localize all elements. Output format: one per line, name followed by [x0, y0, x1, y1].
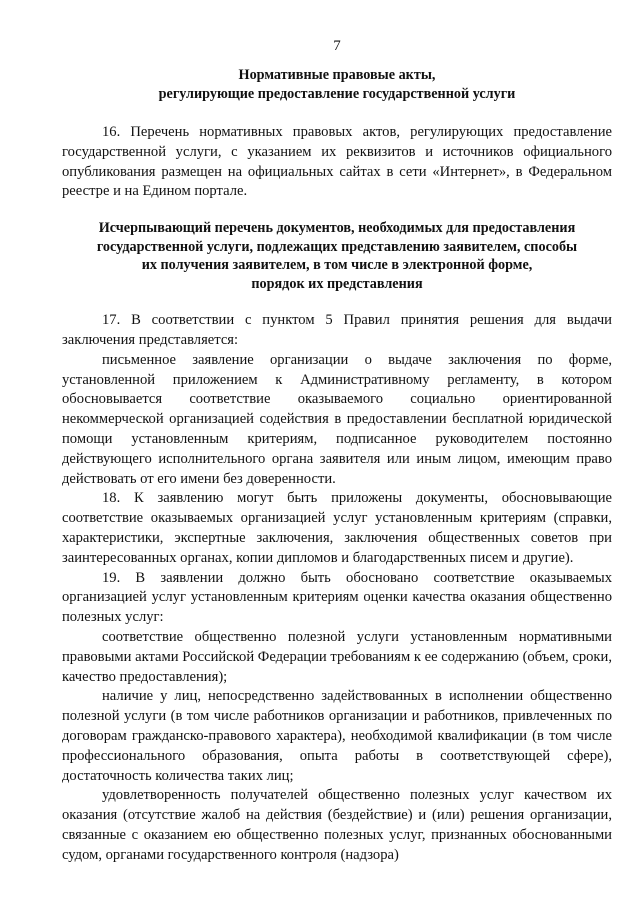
paragraph-criterion-compliance: соответствие общественно полезной услуги установленным нормативными правовыми актами Российской Федерации требованиям к ее содержанию (объем, сроки, качество предоставления);	[62, 628, 612, 685]
paragraph-19: 19. В заявлении должно быть обосновано соответствие оказываемых организацией услуг установленным критериям оценки качества оказания общественно полезных услуг:	[62, 569, 612, 626]
section-heading-normative-acts	[62, 66, 612, 103]
document-page	[62, 36, 612, 866]
heading-line: порядок их представления	[251, 275, 423, 292]
paragraph-16: 16. Перечень нормативных правовых актов, регулирующих предоставление государственной услуги, с указанием их реквизитов и источников официального опубликования размещен на официальных сайтах в сети «Интернет», в Федеральном реестре и на Едином портале.	[62, 124, 612, 200]
paragraph-criterion-qualification: наличие у лиц, непосредственно задействованных в исполнении общественно полезной услуги (в том числе работников организации и работников, привлеченных по договорам гражданско-правового характера), необходимой квалификации (в том числе профессионального образования, опыта работы в соответствующей сфере), достаточность количества таких лиц;	[62, 688, 612, 784]
paragraph-18: 18. К заявлению могут быть приложены документы, обосновывающие соответствие оказываемых организацией услуг установленным критериям (справки, характеристики, экспертные заключения, заключения общественных советов при заинтересованных органах, копии дипломов и благодарственных писем и другие).	[62, 490, 612, 566]
heading-line: их получения заявителем, в том числе в электронной форме,	[141, 257, 533, 274]
heading-line: государственной услуги, подлежащих представлению заявителем, способы	[96, 238, 578, 255]
heading-line: Нормативные правовые акты,	[238, 67, 436, 83]
page-number: 7	[333, 38, 341, 54]
paragraph-application: письменное заявление организации о выдаче заключения по форме, установленной приложением к Административному регламенту, в котором обосновывается соответствие оказываемого социально ориентированной некоммерческой организацией содействия в предоставлении бесплатной юридической помощи установленным критериям, подписанное руководителем постоянно действующего исполнительного органа заявителя или иным лицом, имеющим право действовать от его имени без доверенности.	[62, 351, 612, 487]
heading-line: Исчерпывающий перечень документов, необходимых для предоставления	[98, 220, 576, 237]
heading-line: регулирующие предоставление государственной услуги	[158, 85, 516, 102]
paragraph-17: 17. В соответствии с пунктом 5 Правил принятия решения для выдачи заключения представляется:	[62, 312, 612, 348]
section-heading-documents-list	[62, 219, 612, 293]
paragraph-criterion-satisfaction: удовлетворенность получателей общественно полезных услуг качеством их оказания (отсутствие жалоб на действия (бездействие) и (или) решения организации, связанные с оказанием ею общественно полезных услуг, признанных обоснованными судом, органами государственного контроля (надзора)	[62, 787, 612, 863]
